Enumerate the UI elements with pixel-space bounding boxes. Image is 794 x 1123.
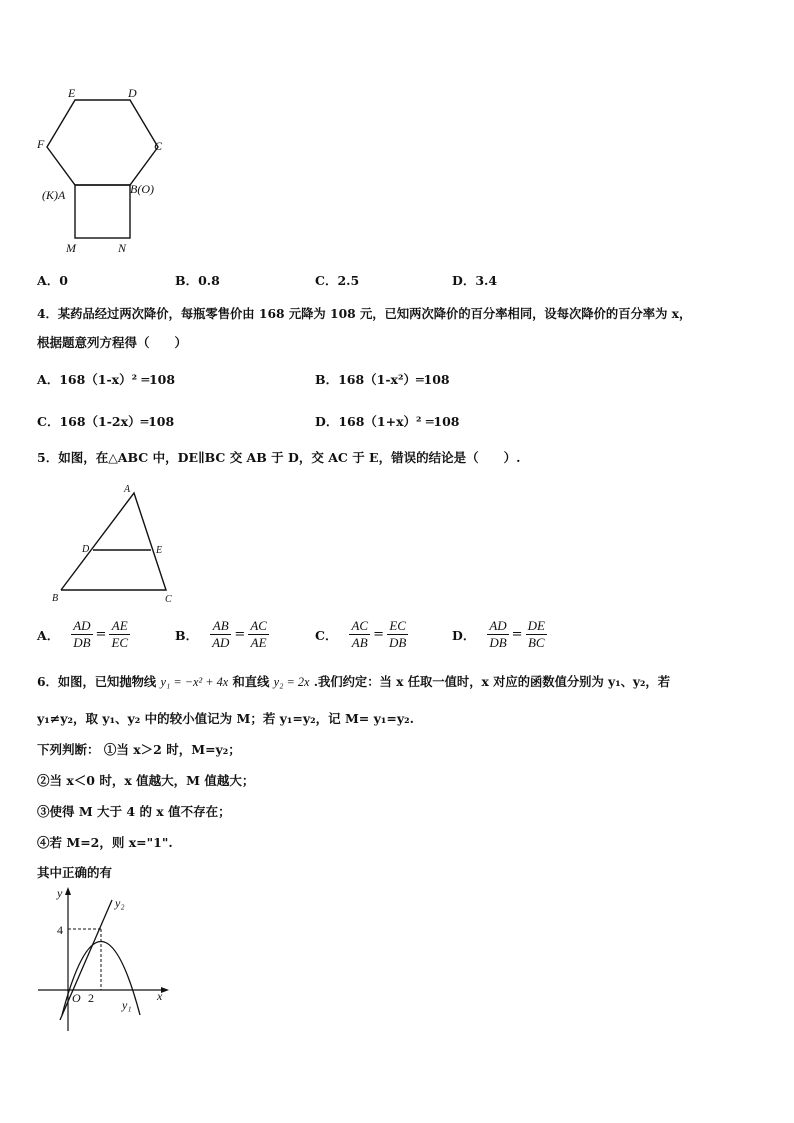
parabola-line-graph [30, 885, 180, 1035]
q6-stem-line1: 6．如图，已知抛物线 y₁ = −x² + 4x 和直线 y₂ = 2x .我们约定：当 x 任取一值时，x 对应的函数值分别为 y₁、y₂，若 [37, 674, 671, 689]
tri-label-d: D [82, 544, 90, 555]
q6-judge-1: 下列判断： ①当 x＞2 时，M=y₂； [37, 742, 241, 757]
q4-stem-line1: 4．某药品经过两次降价，每瓶零售价由 168 元降为 108 元，已知两次降价的百分率相同，设每次降价的百分率为 x， [37, 306, 692, 321]
label-ka: (K)A [42, 188, 66, 202]
q4-option-d: D．168（1+x）² ═108 [315, 414, 460, 429]
q5-option-d: D． $\frac{AD}{DB}$ = $\frac{DE}{BC}$ [452, 618, 545, 650]
tri-label-c: C [165, 594, 172, 605]
label-bo: B(O) [130, 182, 154, 196]
hexagon-square-figure [30, 82, 180, 262]
graph-label-4: 4 [57, 923, 63, 937]
q6-judge-4: ④若 M=2，则 x="1". [37, 835, 173, 850]
q3-option-a: A．0 [37, 273, 68, 288]
q6-judge-2: ②当 x＜0 时，x 值越大，M 值越大； [37, 773, 255, 788]
q4-option-c: C．168（1-2x）═108 [37, 414, 175, 429]
q5-option-a: A． $\frac{AD}{DB}$ = $\frac{AE}{EC}$ [37, 618, 129, 650]
q3-option-d: D．3.4 [452, 273, 498, 288]
label-e: E [68, 86, 76, 100]
q4-option-a: A．168（1-x）² ═108 [37, 372, 176, 387]
label-n: N [118, 241, 127, 255]
triangle-figure [48, 480, 183, 605]
q5-option-c: C． $\frac{AC}{AB}$ = $\frac{EC}{DB}$ [315, 618, 407, 650]
q6-stem-line2: y₁≠y₂，取 y₁、y₂ 中的较小值记为 M；若 y₁=y₂，记 M= y₁=y₂. [37, 711, 414, 726]
q3-option-c: C．2.5 [315, 273, 360, 288]
q4-stem-line2: 根据题意列方程得（ ） [37, 335, 188, 350]
q3-option-b: B．0.8 [175, 273, 220, 288]
label-d: D [128, 86, 137, 100]
tri-label-b: B [52, 593, 59, 604]
q4-option-b: B．168（1-x²）═108 [315, 372, 450, 387]
q6-question: 其中正确的有 [37, 865, 113, 880]
graph-label-o: O [72, 991, 81, 1005]
graph-label-2: 2 [88, 991, 94, 1005]
graph-label-x: x [157, 989, 163, 1003]
tri-label-e: E [156, 545, 163, 556]
label-c: C [154, 139, 163, 153]
q5-stem: 5．如图，在△ABC 中，DE∥BC 交 AB 于 D，交 AC 于 E，错误的结论是（ ）. [37, 450, 521, 465]
label-m: M [66, 241, 76, 255]
q5-option-b: B． $\frac{AB}{AD}$ = $\frac{AC}{AE}$ [175, 618, 267, 650]
graph-label-y2: y₂ [115, 896, 125, 910]
q6-judge-3: ③使得 M 大于 4 的 x 值不存在； [37, 804, 231, 819]
graph-label-y1: y₁ [122, 998, 132, 1012]
graph-label-y: y [57, 886, 63, 900]
label-f: F [37, 137, 45, 151]
tri-label-a: A [124, 484, 131, 495]
